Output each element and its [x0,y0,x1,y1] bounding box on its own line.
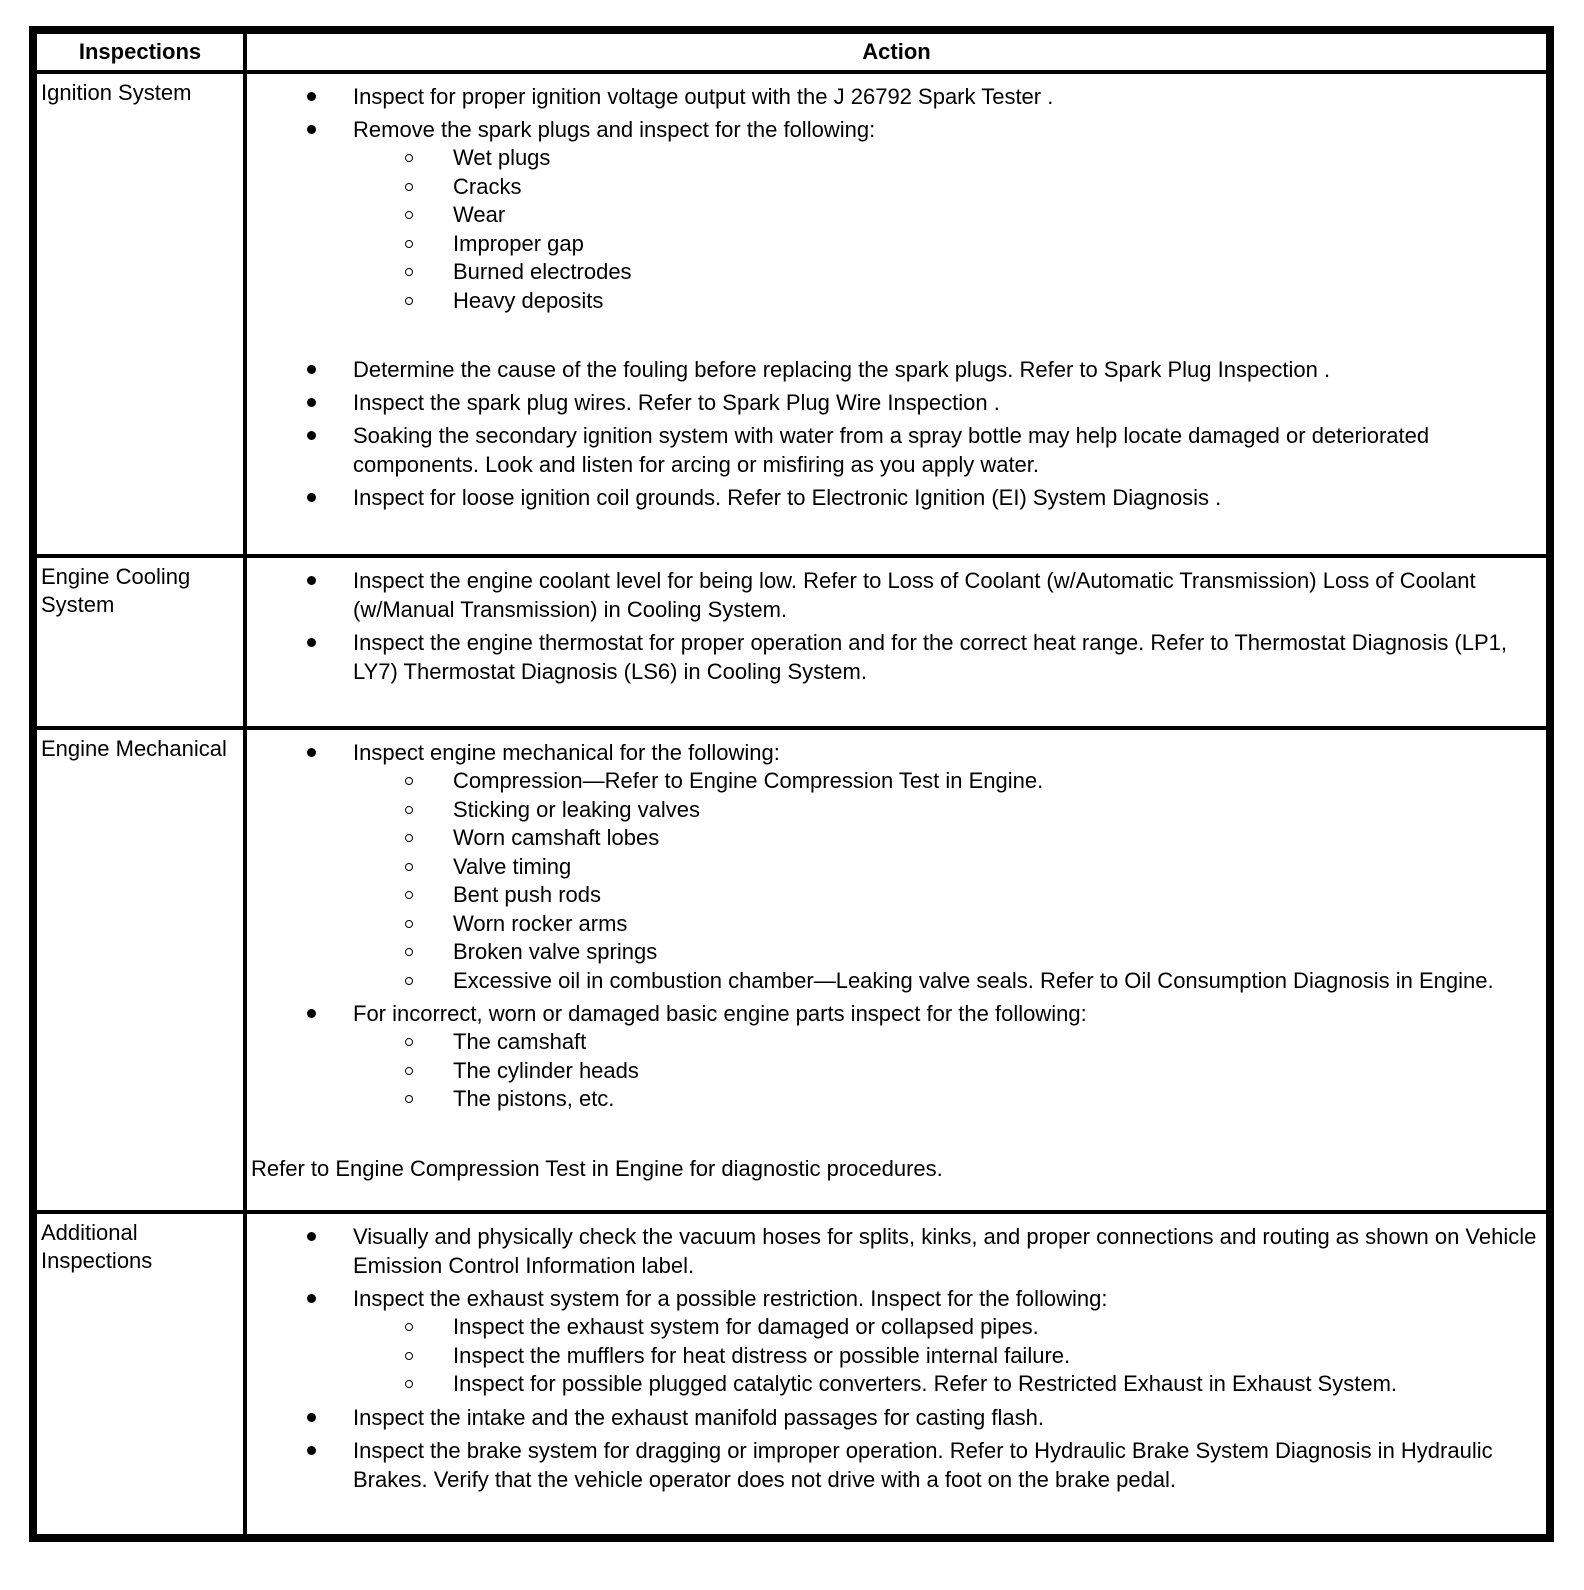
sub-list-item-text: Wear [453,202,506,227]
sub-list-item [353,1085,1542,1114]
list-item-text: Determine the cause of the fouling before replacing the spark plugs. Refer to Spark Plug Inspection . [353,357,1331,382]
table-row-ignition-system [35,72,1548,556]
inspection-cell: Engine Mechanical [35,728,245,1212]
sub-list-item [353,967,1542,996]
bullet-icon [307,1009,316,1018]
list-item [251,1436,1542,1494]
sub-list-item [353,1342,1542,1371]
sub-list [353,767,1542,995]
action-cell [245,556,1548,728]
list-item-text: Inspect the engine coolant level for being low. Refer to Loss of Coolant (w/Automatic Transmission) Loss of Coolant (w/Manual Transmission) in Cooling System. [353,568,1476,622]
sub-list-item-text: Sticking or leaking valves [453,796,701,822]
list-item-text: For incorrect, worn or damaged basic engine parts inspect for the following: [353,1001,1087,1026]
bullet-icon [307,1413,316,1422]
circle-bullet-icon [405,977,413,985]
list-item [251,388,1542,417]
circle-bullet-icon [405,1095,413,1103]
bullet-icon [307,1232,316,1241]
header-action: Action [245,32,1548,72]
sub-list-item-text: Worn rocker arms [453,910,628,936]
circle-bullet-icon [405,183,413,191]
sub-list-item [353,1028,1542,1057]
sub-list-item-text: Inspect the exhaust system for damaged or collapsed pipes. [453,1314,1039,1339]
bullet-icon [307,431,316,440]
bullet-icon [307,398,316,407]
sub-list-item [353,1370,1542,1399]
sub-list-item [353,144,1542,173]
table-row-engine-cooling-system [35,556,1548,728]
sub-list-item-text: Heavy deposits [453,287,604,313]
header-inspections: Inspections [35,32,245,72]
list-item [251,1284,1542,1399]
list-item [251,1222,1542,1280]
sub-list-item-text: The pistons, etc. [453,1086,615,1111]
list-item [251,738,1542,995]
sub-list [353,1313,1542,1399]
inspection-table [29,26,1554,1542]
sub-list-item-text: Worn camshaft lobes [453,825,660,850]
sub-list-item [353,258,1542,287]
list-item-text: Inspect for loose ignition coil grounds. Refer to Electronic Ignition (EI) System Diagnosis . [353,485,1222,510]
list-item [251,483,1542,512]
circle-bullet-icon [405,268,413,276]
circle-bullet-icon [405,806,413,814]
action-list [251,566,1542,686]
list-item-text: Visually and physically check the vacuum hoses for splits, kinks, and proper connections and routing as shown on Vehicle Emission Control Information label. [353,1224,1537,1278]
sub-list-item [353,287,1542,316]
table-row-additional-inspections [35,1212,1548,1536]
list-item-text: Soaking the secondary ignition system with water from a spray bottle may help locate damaged or deteriorated components. Look and listen for arcing or misfiring as you apply water. [353,423,1430,477]
circle-bullet-icon [405,863,413,871]
sub-list-item-text: Inspect for possible plugged catalytic converters. Refer to Restricted Exhaust in Exhaust System. [453,1371,1398,1396]
list-item [251,566,1542,624]
circle-bullet-icon [405,834,413,842]
bullet-icon [307,1446,316,1455]
list-item [251,628,1542,686]
sub-list-item [353,938,1542,967]
sub-list-item [353,1057,1542,1086]
circle-bullet-icon [405,948,413,956]
list-item-text: Inspect the engine thermostat for proper operation and for the correct heat range. Refer to Thermostat Diagnosis (LP1, LY7) Thermostat Diagnosis (LS6) in Cooling System. [353,630,1508,684]
circle-bullet-icon [405,1323,413,1331]
sub-list-item [353,201,1542,230]
action-cell [245,1212,1548,1536]
sub-list-item-text: Excessive oil in combustion chamber—Leaking valve seals. Refer to Oil Consumption Diagnosis in Engine. [453,967,1494,993]
sub-list-item [353,173,1542,202]
inspection-cell: Ignition System [35,72,245,556]
list-item-text: Inspect the brake system for dragging or improper operation. Refer to Hydraulic Brake System Diagnosis in Hydraulic Brakes. Verify that the vehicle operator does not drive with a foot on the brake pedal. [353,1437,1493,1492]
circle-bullet-icon [405,777,413,785]
circle-bullet-icon [405,240,413,248]
bullet-icon [307,365,316,374]
sub-list-item-text: Cracks [453,173,522,199]
inspection-table-grid [33,30,1550,1538]
sub-list-item [353,796,1542,825]
bullet-icon [307,1294,316,1303]
sub-list-item-text: Compression—Refer to Engine Compression Test in Engine. [453,768,1044,793]
list-item [251,999,1542,1114]
action-cell [245,728,1548,1212]
list-item-text: Inspect engine mechanical for the following: [353,740,780,765]
inspection-cell: Engine Cooling System [35,556,245,728]
action-list [251,738,1542,1114]
bullet-icon [307,576,316,585]
list-item-text: Inspect for proper ignition voltage output with the J 26792 Spark Tester . [353,84,1054,109]
sub-list-item [353,767,1542,796]
list-item [251,82,1542,111]
bullet-icon [307,125,316,134]
header-row [35,32,1548,72]
sub-list-item-text: The camshaft [453,1029,587,1054]
circle-bullet-icon [405,297,413,305]
bullet-icon [307,748,316,757]
list-item-text: Inspect the intake and the exhaust manifold passages for casting flash. [353,1404,1044,1430]
list-item-text: Inspect the exhaust system for a possible restriction. Inspect for the following: [353,1286,1108,1311]
list-item [251,421,1542,479]
circle-bullet-icon [405,1380,413,1388]
sub-list-item [353,910,1542,939]
circle-bullet-icon [405,1352,413,1360]
sub-list-item-text: Bent push rods [453,882,601,907]
sub-list-item [353,1313,1542,1342]
action-cell [245,72,1548,556]
circle-bullet-icon [405,1067,413,1075]
circle-bullet-icon [405,211,413,219]
sub-list-item-text: Broken valve springs [453,939,658,964]
inspection-cell: Additional Inspections [35,1212,245,1536]
sub-list-item-text: Wet plugs [453,145,551,170]
circle-bullet-icon [405,920,413,928]
action-list [251,82,1542,512]
table-row-engine-mechanical [35,728,1548,1212]
list-item [251,1403,1542,1432]
bullet-icon [307,493,316,502]
sub-list-item [353,230,1542,259]
sub-list-item-text: Burned electrodes [453,259,632,284]
bullet-icon [307,92,316,101]
sub-list [353,1028,1542,1114]
sub-list-item-text: Valve timing [453,853,572,879]
action-list [251,1222,1542,1494]
list-item-text: Inspect the spark plug wires. Refer to Spark Plug Wire Inspection . [353,390,1000,415]
sub-list-item-text: The cylinder heads [453,1057,639,1083]
bullet-icon [307,638,316,647]
sub-list-item [353,824,1542,853]
circle-bullet-icon [405,154,413,162]
list-item [251,355,1542,384]
sub-list-item-text: Improper gap [453,230,584,256]
sub-list-item-text: Inspect the mufflers for heat distress or possible internal failure. [453,1342,1071,1368]
note-text: Refer to Engine Compression Test in Engine for diagnostic procedures. [251,1155,943,1181]
circle-bullet-icon [405,1038,413,1046]
sub-list-item [353,881,1542,910]
sub-list-item [353,853,1542,882]
list-item [251,115,1542,351]
circle-bullet-icon [405,891,413,899]
sub-list [353,144,1542,315]
list-item-text: Remove the spark plugs and inspect for the following: [353,117,876,142]
